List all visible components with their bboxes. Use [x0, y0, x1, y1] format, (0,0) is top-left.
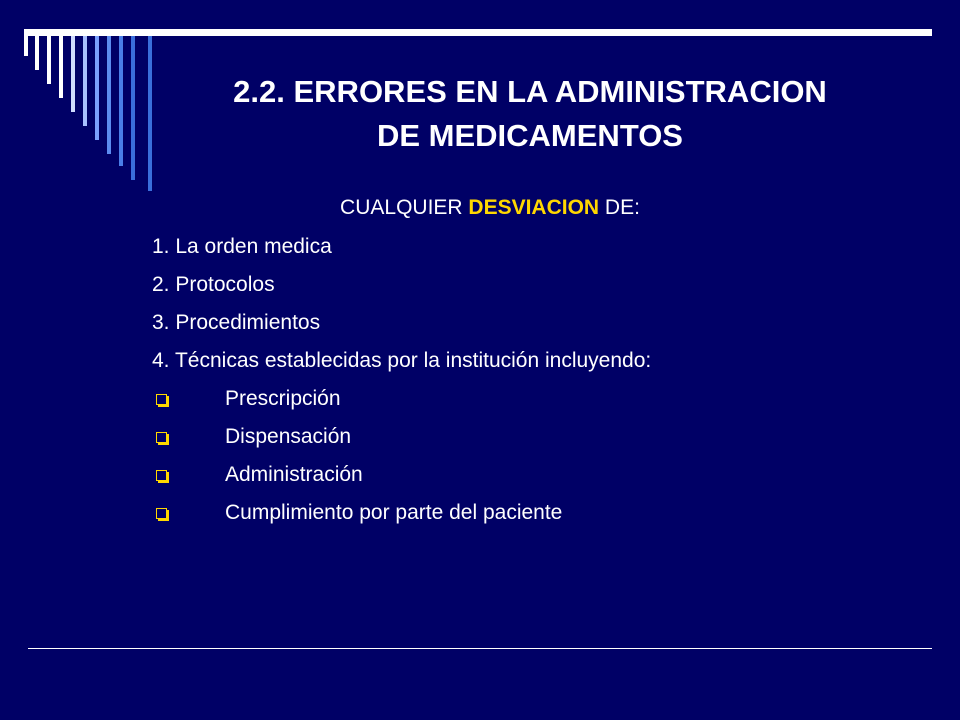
checkbox-square-icon	[156, 394, 167, 405]
bullet-item	[152, 384, 872, 422]
comb-bar	[59, 36, 63, 98]
bullet-item-label: Dispensación	[225, 425, 352, 448]
subtitle-highlight: DESVIACION	[468, 196, 600, 219]
bullet-item-label: Administración	[225, 463, 363, 486]
checkbox-square-icon	[156, 470, 167, 481]
numbered-item: 3. Procedimientos	[152, 311, 321, 334]
page-title	[150, 70, 910, 158]
comb-bar	[131, 36, 135, 180]
comb-bar	[107, 36, 111, 154]
subtitle-suffix: DE:	[599, 196, 640, 219]
bullet-item-label: Prescripción	[225, 387, 341, 410]
bullet-item-label: Cumplimiento por parte del paciente	[225, 501, 563, 524]
comb-bar	[47, 36, 51, 84]
comb-bar	[83, 36, 87, 126]
content-list	[152, 232, 872, 536]
bottom-rule	[28, 648, 932, 649]
numbered-item: 2. Protocolos	[152, 273, 275, 296]
subtitle	[150, 193, 830, 223]
subtitle-prefix: CUALQUIER	[340, 196, 469, 219]
checkbox-square-icon	[156, 432, 167, 443]
bullet-item	[152, 460, 872, 498]
title-line-1: 2.2. ERRORES EN LA ADMINISTRACION	[233, 74, 827, 109]
title-line-2: DE MEDICAMENTOS	[376, 118, 683, 153]
comb-bar	[71, 36, 75, 112]
comb-bar	[35, 36, 39, 70]
numbered-item: 4. Técnicas establecidas por la institución incluyendo:	[152, 349, 652, 372]
numbered-item: 1. La orden medica	[152, 235, 332, 258]
bullet-item	[152, 422, 872, 460]
comb-bar	[119, 36, 123, 166]
comb-bar	[24, 36, 28, 56]
comb-bar	[95, 36, 99, 140]
checkbox-square-icon	[156, 508, 167, 519]
bullet-item	[152, 498, 872, 536]
